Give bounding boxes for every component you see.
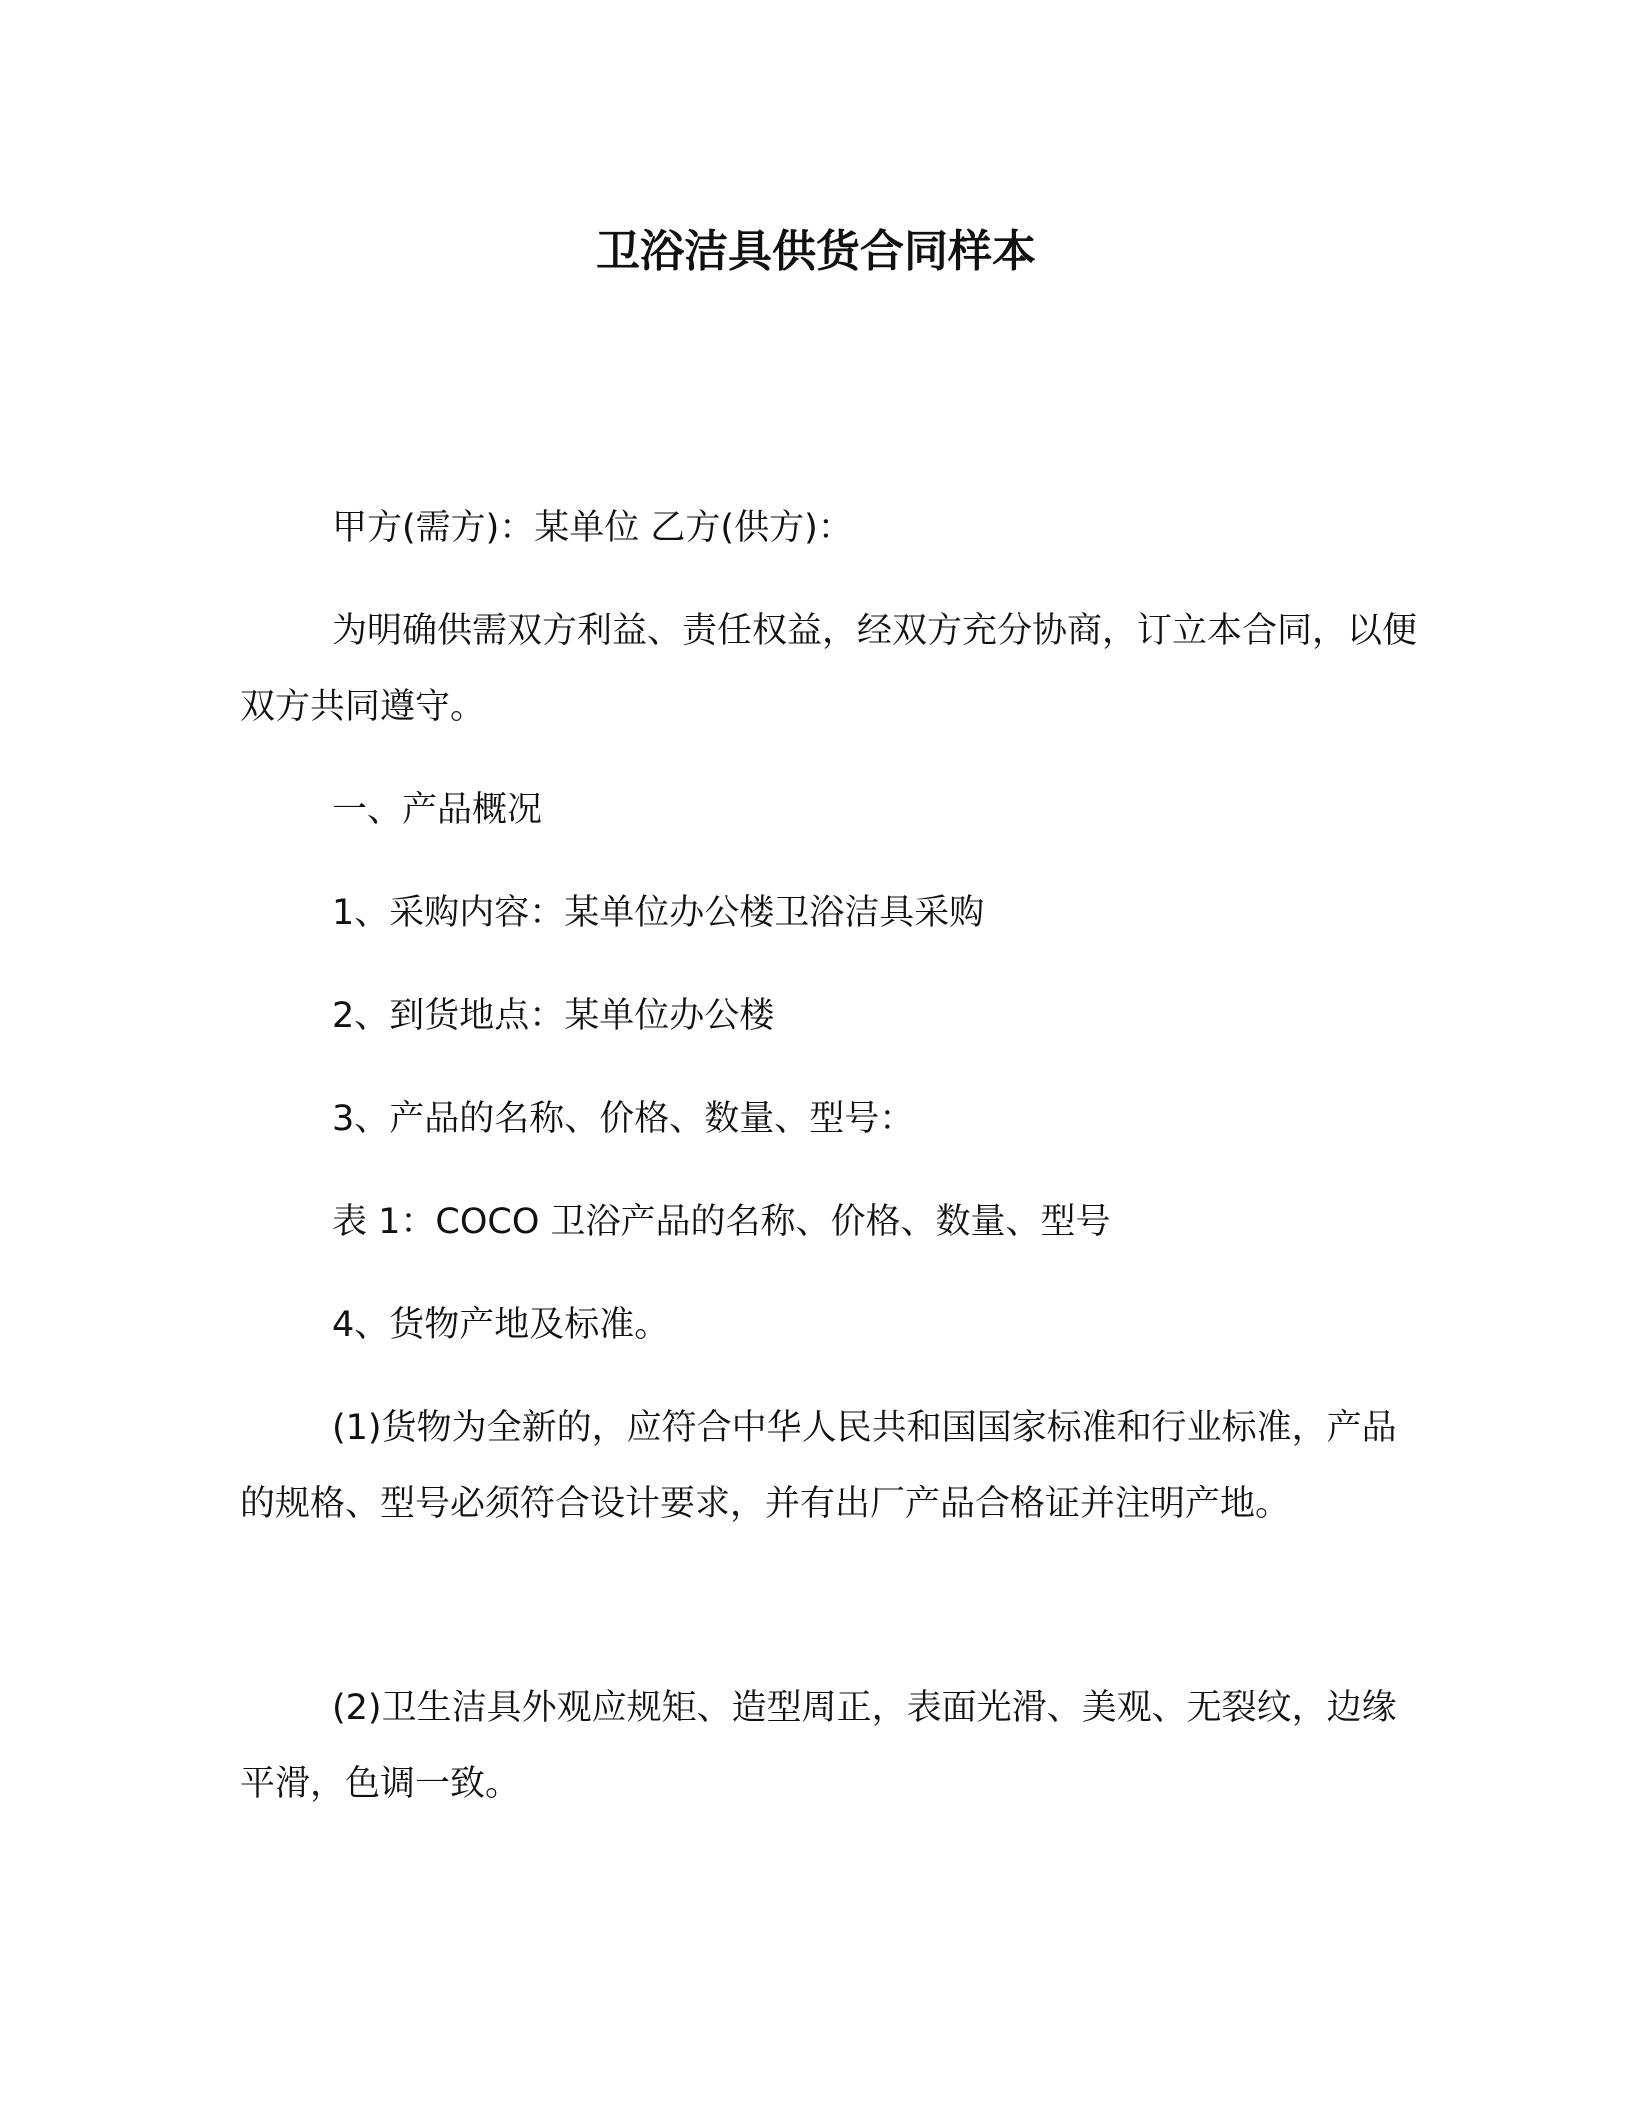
clause-purchase-content: 1、采购内容：某单位办公楼卫浴洁具采购 — [332, 893, 985, 933]
clause-product-specs: 3、产品的名称、价格、数量、型号： — [332, 1099, 915, 1139]
clause-delivery-location: 2、到货地点：某单位办公楼 — [332, 996, 775, 1036]
intro-paragraph: 为明确供需双方利益、责任权益，经双方充分协商，订立本合同，以便双方共同遵守。 — [240, 611, 1418, 727]
section-heading-product-overview: 一、产品概况 — [332, 790, 543, 830]
party-line: 甲方(需方)：某单位 乙方(供方)： — [332, 508, 853, 548]
document-title: 卫浴洁具供货合同样本 — [596, 226, 1036, 277]
sub-clause-2: (2)卫生洁具外观应规矩、造型周正，表面光滑、美观、无裂纹，边缘平滑，色调一致。 — [240, 1688, 1397, 1804]
table-caption: 表 1：COCO 卫浴产品的名称、价格、数量、型号 — [332, 1202, 1111, 1242]
clause-origin-standard: 4、货物产地及标准。 — [332, 1305, 670, 1345]
sub-clause-1: (1)货物为全新的，应符合中华人民共和国国家标准和行业标准，产品的规格、型号必须符合设计要求，并有出厂产品合格证并注明产地。 — [240, 1408, 1397, 1524]
